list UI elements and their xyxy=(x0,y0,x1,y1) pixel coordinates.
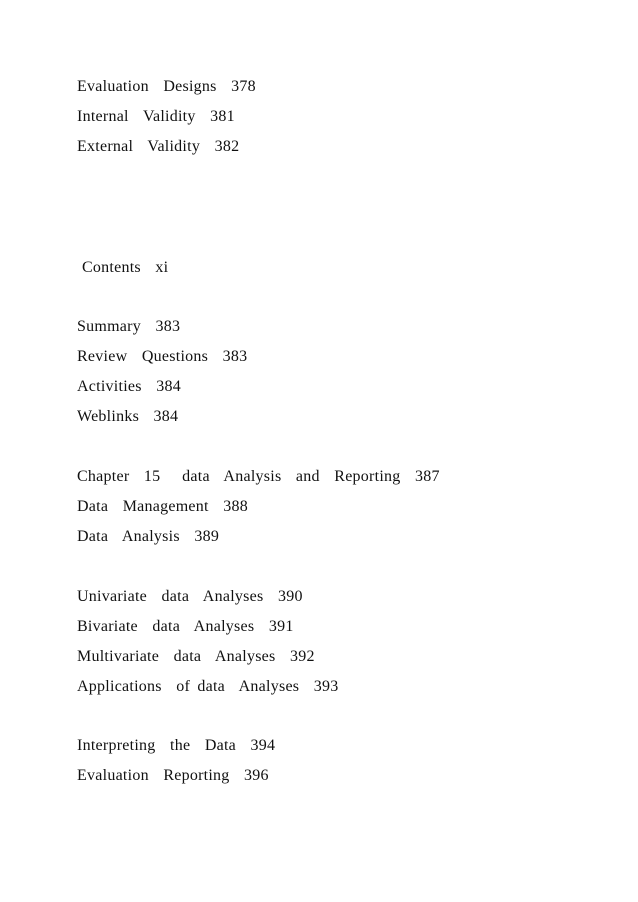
toc-entry-external-validity: External Validity 382 xyxy=(77,138,240,155)
toc-entry-data-analysis: Data Analysis 389 xyxy=(77,528,220,545)
toc-entry-multivariate: Multivariate data Analyses 392 xyxy=(77,648,315,665)
toc-entry-chapter-15: Chapter 15 data Analysis and Reporting 387 xyxy=(77,468,440,485)
toc-entry-review-questions: Review Questions 383 xyxy=(77,348,248,365)
toc-entry-data-management: Data Management 388 xyxy=(77,498,248,515)
contents-heading: Contents xi xyxy=(82,259,169,276)
toc-entry-applications: Applications of data Analyses 393 xyxy=(77,678,339,695)
toc-entry-internal-validity: Internal Validity 381 xyxy=(77,108,235,125)
toc-entry-evaluation-designs: Evaluation Designs 378 xyxy=(77,78,256,95)
toc-entry-bivariate: Bivariate data Analyses 391 xyxy=(77,618,294,635)
toc-entry-evaluation-reporting: Evaluation Reporting 396 xyxy=(77,767,269,784)
toc-entry-weblinks: Weblinks 384 xyxy=(77,408,179,425)
toc-entry-activities: Activities 384 xyxy=(77,378,181,395)
toc-entry-summary: Summary 383 xyxy=(77,318,181,335)
toc-entry-univariate: Univariate data Analyses 390 xyxy=(77,588,303,605)
toc-entry-interpreting: Interpreting the Data 394 xyxy=(77,737,276,754)
